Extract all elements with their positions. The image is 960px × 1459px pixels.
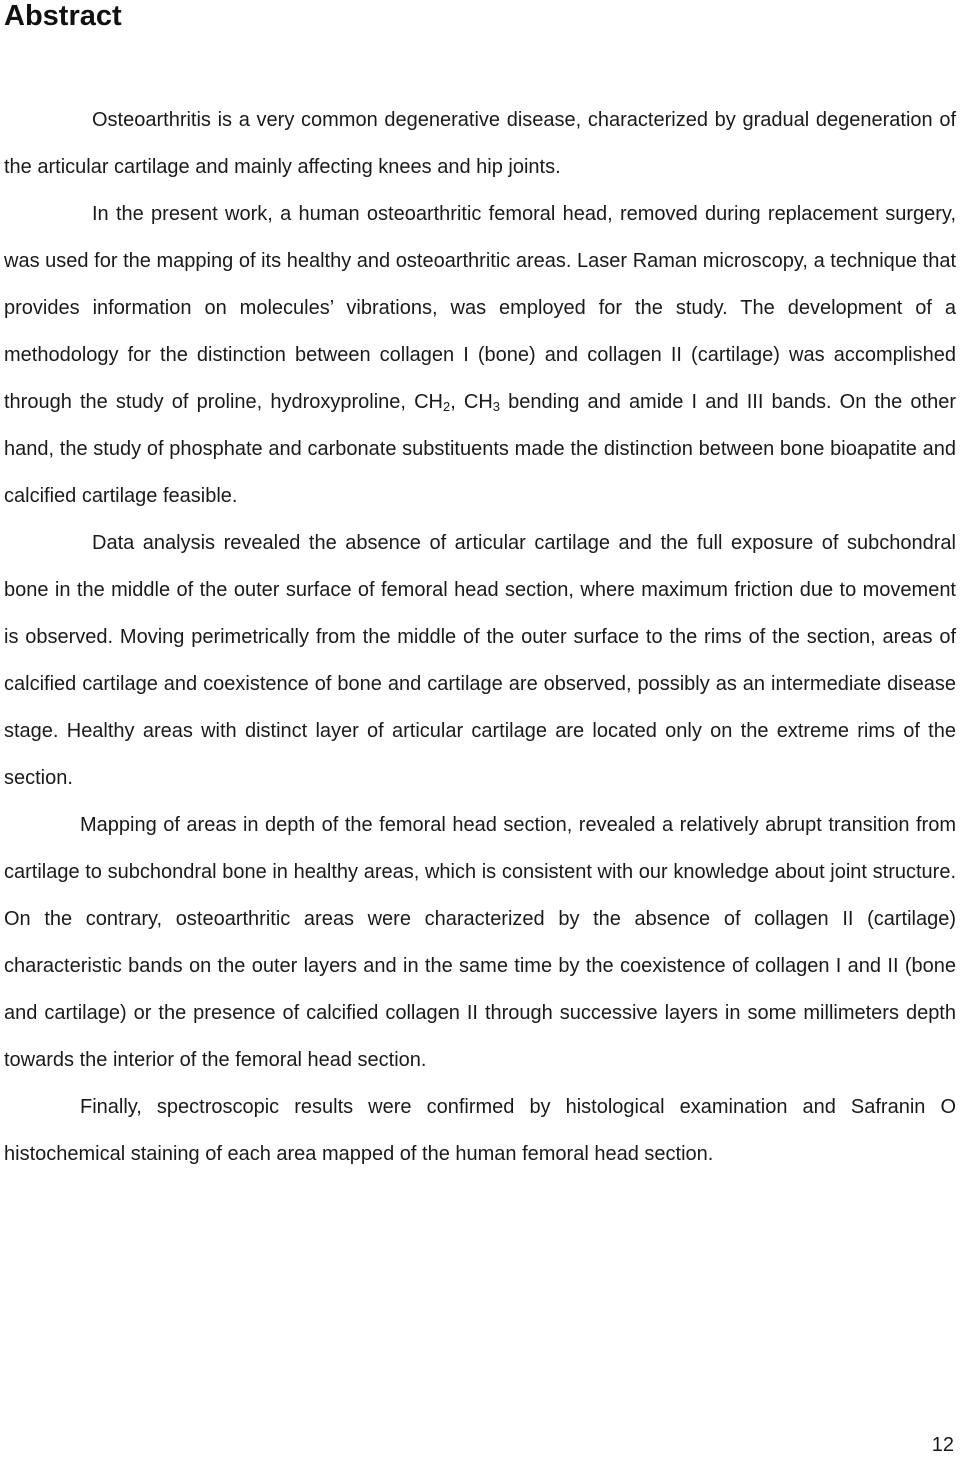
paragraph-2 <box>4 191 956 520</box>
paragraph-5-text: Finally, spectroscopic results were confirmed by histological examination and Safranin O histochemical staining of each area mapped of the human femoral head section. <box>4 1096 956 1165</box>
paragraph-5 <box>4 1084 956 1178</box>
paragraph-1 <box>4 97 956 191</box>
paragraph-2-text-part-1: In the present work, a human osteoarthritic femoral head, removed during replacement surgery, was used for the mapping of its healthy and osteoarthritic areas. Laser Raman microscopy, a technique that provides information on molecules’ vibrations, was employed for the study. The development of a methodology for the distinction between collagen I (bone) and collagen II (cartilage) was accomplished through the study of proline, hydroxyproline, CH <box>4 203 956 413</box>
subscript-2: 2 <box>442 399 451 414</box>
paragraph-1-text: Osteoarthritis is a very common degenerative disease, characterized by gradual degeneration of the articular cartilage and mainly affecting knees and hip joints. <box>4 109 956 178</box>
paragraph-2-text-part-2: , CH <box>450 391 493 413</box>
abstract-body <box>4 97 956 1178</box>
paragraph-3-text: Data analysis revealed the absence of articular cartilage and the full exposure of subchondral bone in the middle of the outer surface of femoral head section, where maximum friction due to movement is observed. Moving perimetrically from the middle of the outer surface to the rims of the section, areas of calcified cartilage and coexistence of bone and cartilage are observed, possibly as an intermediate disease stage. Healthy areas with distinct layer of articular cartilage are located only on the extreme rims of the section. <box>4 532 956 789</box>
paragraph-3 <box>4 520 956 802</box>
page-number: 12 <box>931 1434 954 1456</box>
subscript-3: 3 <box>492 399 501 414</box>
paragraph-4 <box>4 802 956 1084</box>
paragraph-4-text: Mapping of areas in depth of the femoral head section, revealed a relatively abrupt transition from cartilage to subchondral bone in healthy areas, which is consistent with our knowledge about joint structure. On the contrary, osteoarthritic areas were characterized by the absence of collagen II (cartilage) characteristic bands on the outer layers and in the same time by the coexistence of collagen I and II (bone and cartilage) or the presence of calcified collagen II through successive layers in some millimeters depth towards the interior of the femoral head section. <box>4 814 956 1071</box>
section-heading: Abstract <box>4 0 122 32</box>
paragraph-2-text-part-3: bending and amide I and III bands. On the other hand, the study of phosphate and carbonate substituents made the distinction between bone bioapatite and calcified cartilage feasible. <box>4 391 956 507</box>
